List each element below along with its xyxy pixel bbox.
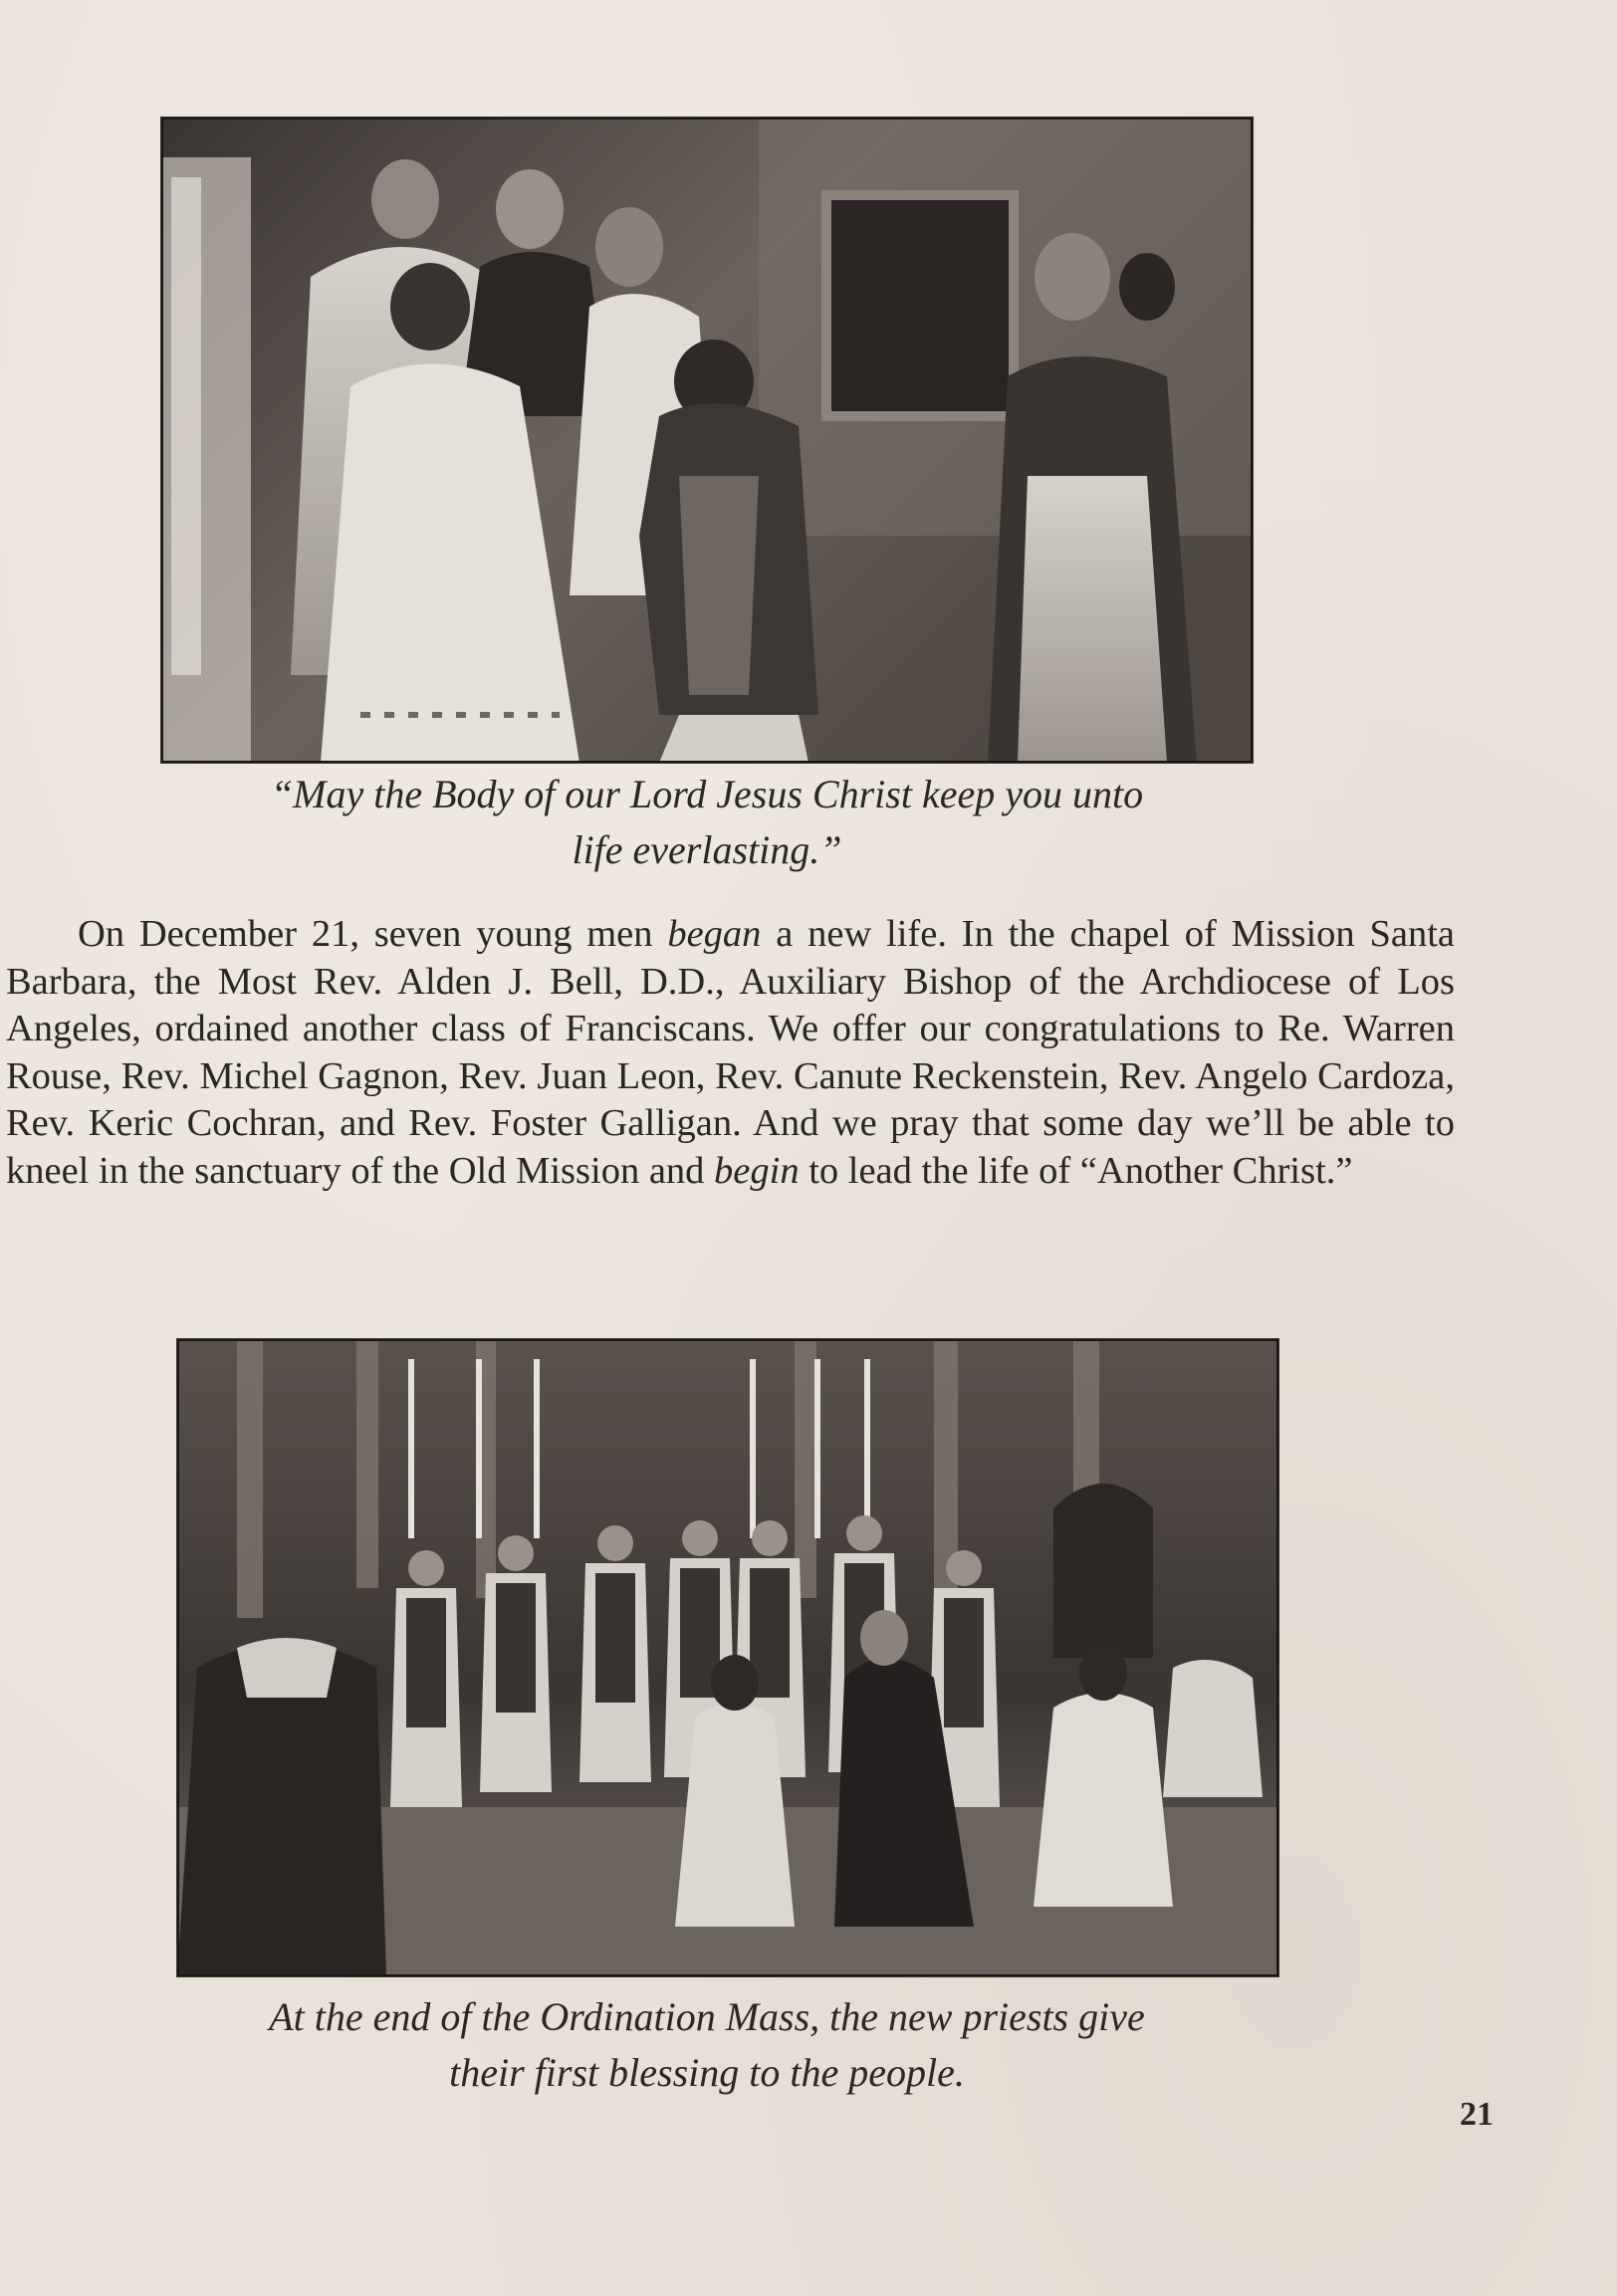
text-run: On December 21, seven young men <box>78 913 668 955</box>
caption-line: life everlasting.” <box>572 827 842 872</box>
photo-image <box>161 117 1253 763</box>
article-paragraph <box>6 911 1455 1195</box>
emphasis-text: begin <box>714 1149 800 1192</box>
first-blessing-photo <box>177 1339 1278 1976</box>
page-number: 21 <box>1460 2096 1494 2133</box>
caption-line: At the end of the Ordination Mass, the new priests give <box>269 1994 1145 2039</box>
caption-line: “May the Body of our Lord Jesus Christ keep you unto <box>270 772 1144 816</box>
ordination-communion-photo <box>161 117 1253 763</box>
bottom-photo-caption <box>149 1989 1265 2101</box>
caption-line: their first blessing to the people. <box>449 2050 965 2095</box>
emphasis-text: began <box>667 913 762 955</box>
photo-image <box>177 1339 1278 1976</box>
top-photo-caption <box>149 767 1265 878</box>
paragraph <box>6 911 1455 1195</box>
text-run: a new life. In the chapel of Mission Santa Barbara, the Most Rev. Alden J. Bell, D.D., Auxiliary Bishop of the Archdiocese of Los Angeles, ordained another class of Franciscans. We offer our congratulations to Re. Warren Rouse, Rev. Michel Gagnon, Rev. Juan Leon, Rev. Canute Reckenstein, Rev. Angelo Cardoza, Rev. Keric Cochran, and Rev. Foster Galligan. And we pray that some day we’ll be able to kneel in the sanctuary of the Old Mission and <box>6 913 1456 1192</box>
text-run: to lead the life of “Another Christ.” <box>799 1149 1353 1192</box>
